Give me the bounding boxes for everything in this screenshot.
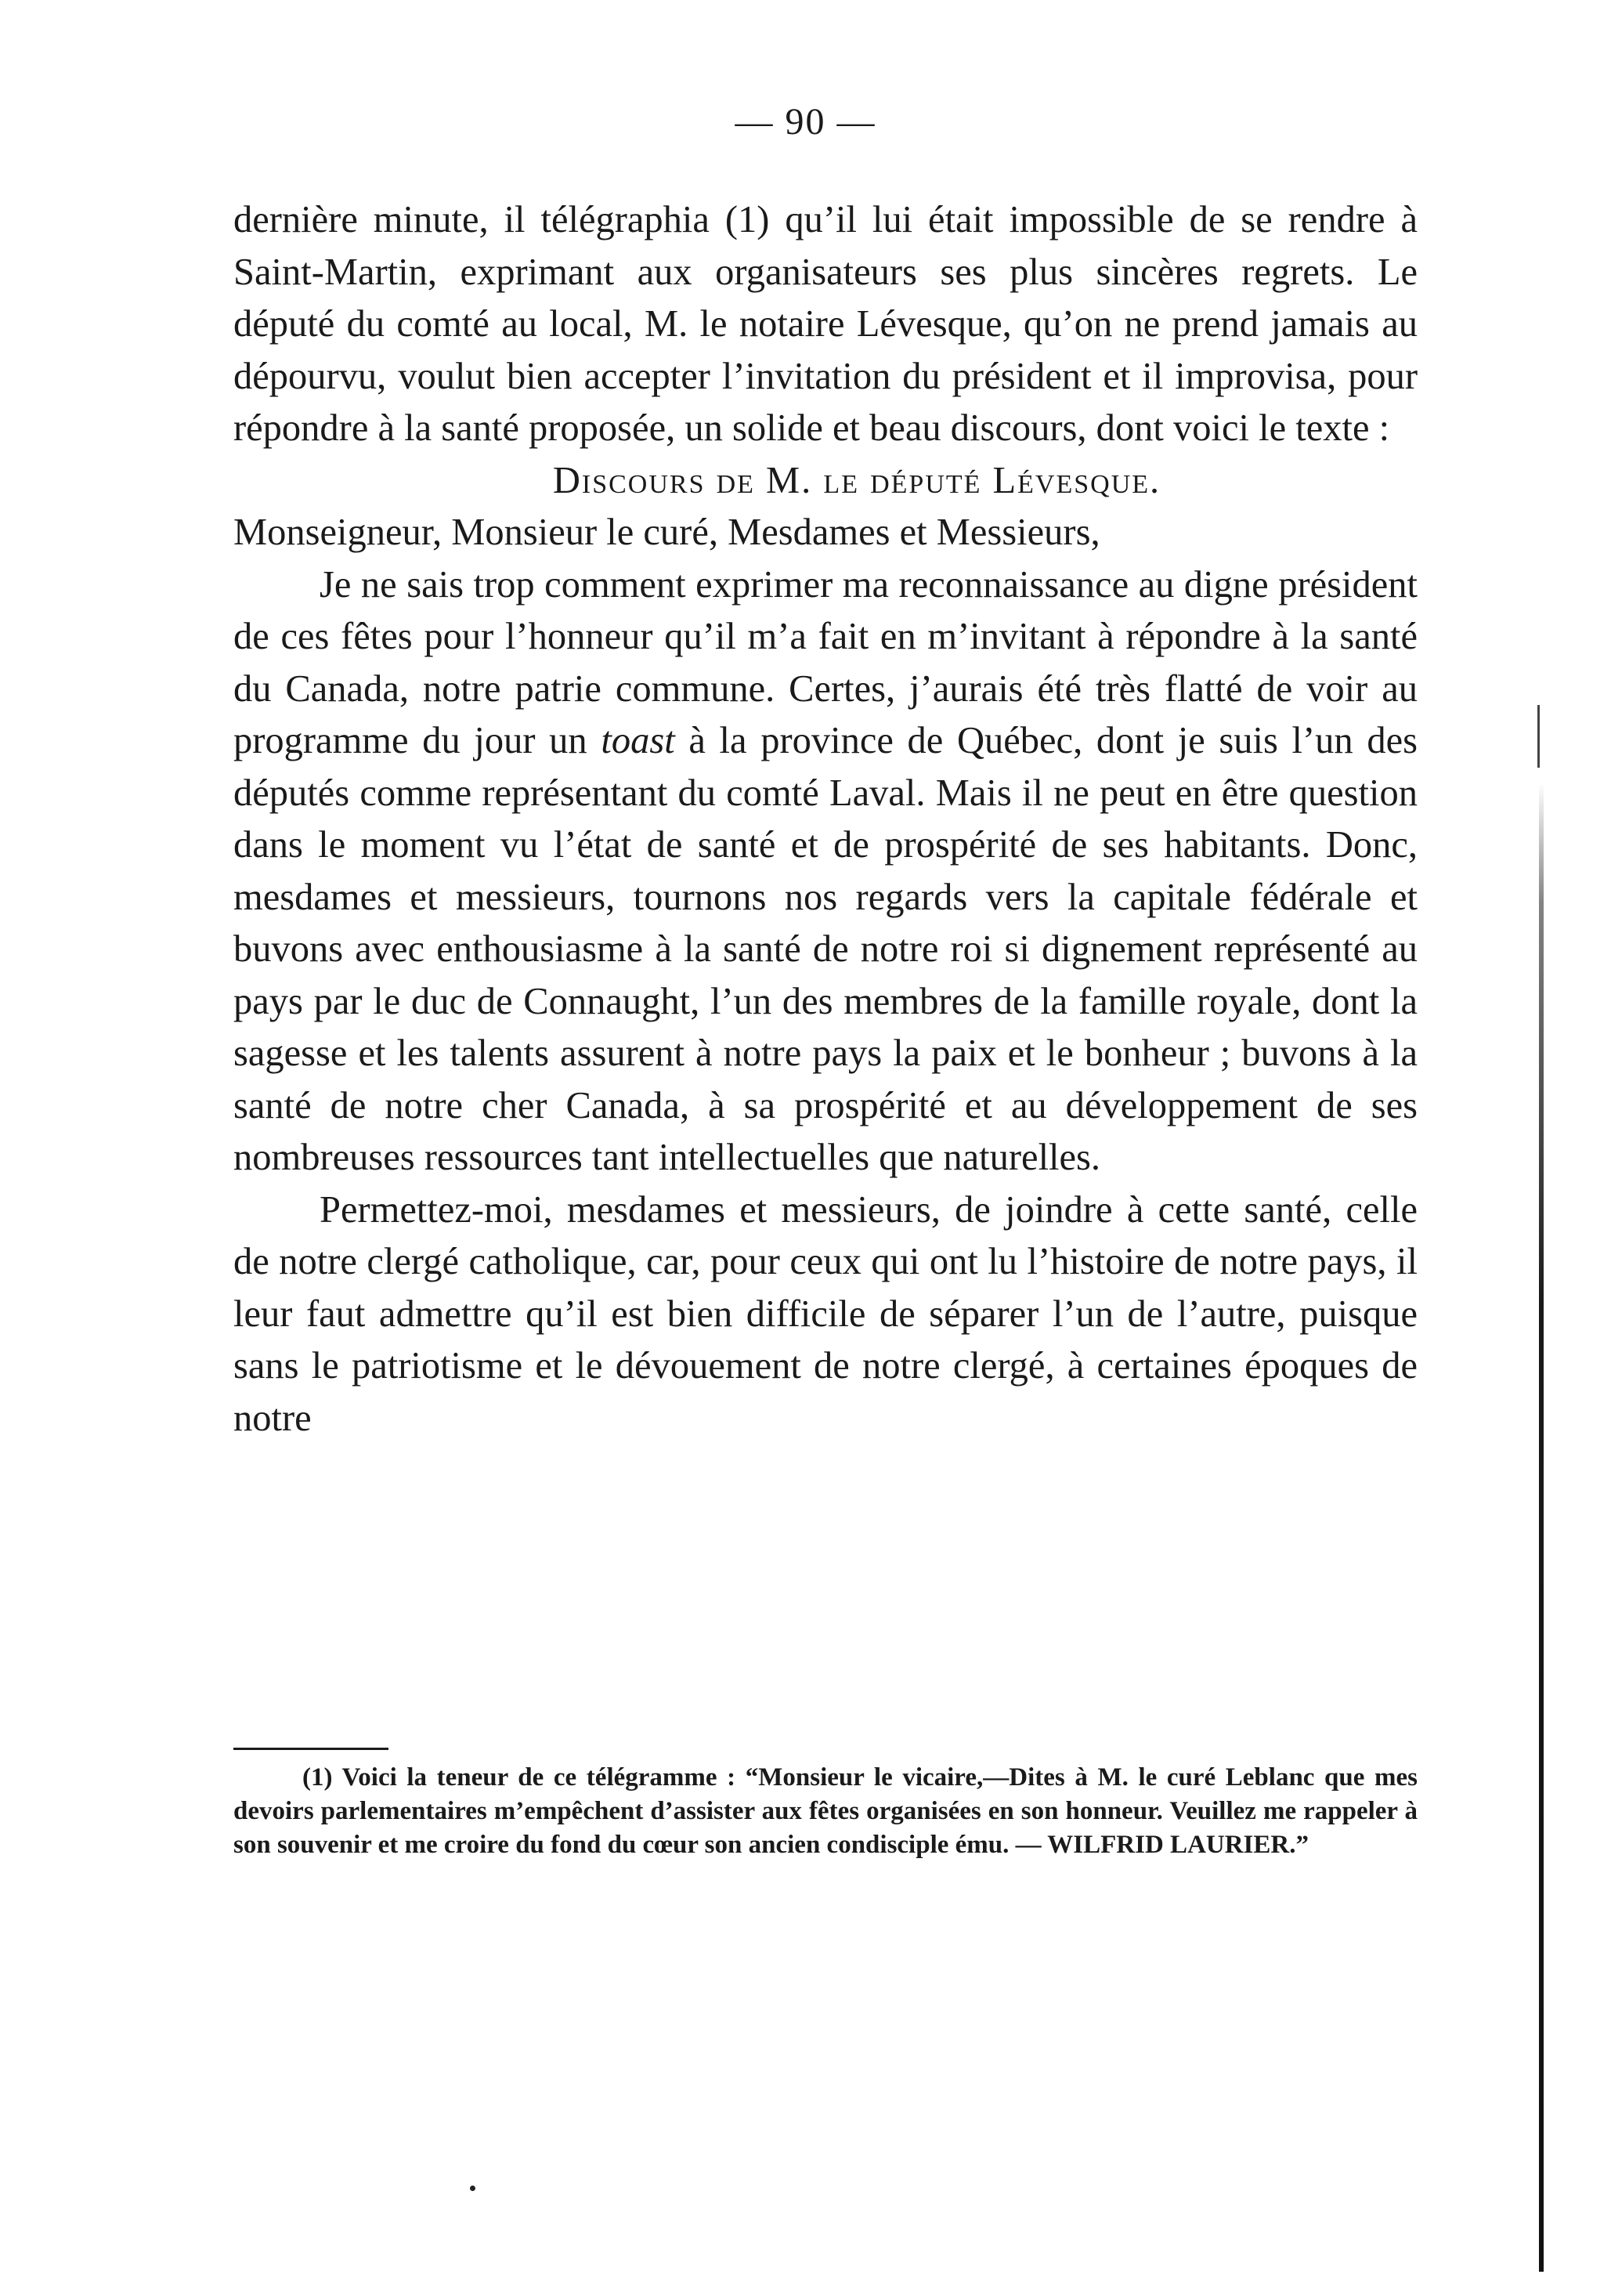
speech-salutation: Monseigneur, Monsieur le curé, Mesdames et Messieurs, — [233, 512, 1100, 553]
paragraph-speech-1 — [233, 559, 1418, 1184]
footnote-rule — [233, 1748, 388, 1750]
main-text — [233, 194, 1418, 1444]
paragraph-speech-1-part-b: à la province de Québec, dont je suis l’un des députés comme représentant du comté Laval. Mais il ne peut en être question dans le moment vu l’état de santé et de prospérité de ses habitants. Donc, mesdames et messieurs, tournons nos regards vers la capitale fédérale et buvons avec enthousiasme à la santé de notre roi si dignement représenté au pays par le duc de Connaught, l’un des membres de la famille royale, dont la sagesse et les talents assurent à notre pays la paix et le bonheur ; buvons à la santé de notre cher Canada, à sa prospérité et au développement de ses nombreuses ressources tant intellectuelles que naturelles. — [233, 720, 1418, 1178]
toast-word: toast — [601, 720, 675, 761]
speech-heading: Discours de M. le député Lévesque. — [552, 459, 1161, 501]
paragraph-intro: dernière minute, il télégraphia (1) qu’il lui était impossible de se rendre à Saint-Martin, exprimant aux organisateurs ses plus sincères regrets. Le député du comté au local, M. le notaire Lévesque, qu’on ne prend jamais au dépourvu, voulut bien accepter l’invitation du président et il improvisa, pour répondre à la santé proposée, un solide et beau discours, dont voici le texte : — [233, 199, 1418, 449]
paragraph-speech-2: Permettez-moi, mesdames et messieurs, de joindre à cette santé, celle de notre clergé catholique, car, pour ceux qui ont lu l’histoire de notre pays, il leur faut admettre qu’il est bien difficile de séparer l’un de l’autre, puisque sans le patriotisme et le dévouement de notre clergé, à certaines époques de notre — [233, 1188, 1418, 1439]
paragraph-speech-1-part-a: Je ne sais trop comment exprimer ma reconnaissance au digne président de ces fêtes pour l’honneur qu’il m’a fait en m’invitant à répondre à la santé du Canada, notre patrie commune. Certes, j’aurais été très flatté de voir au programme du jour un — [233, 563, 1418, 761]
footnote — [233, 1761, 1418, 1862]
footnote-marker: (1) — [302, 1763, 333, 1792]
footnote-text: Voici la teneur de ce télégramme : “Monsieur le vicaire,—Dites à M. le curé Leblanc que mes devoirs parlementaires m’empêchent d’assister aux fêtes organisées en son honneur. Veuillez me rappeler à son souvenir et me croire du fond du cœur son ancien condisciple ému. — WILFRID LAURIER.” — [233, 1763, 1418, 1859]
page-number: — 90 — — [735, 101, 876, 143]
page-edge-shadow — [1539, 783, 1544, 2272]
ink-speck — [470, 2186, 475, 2191]
page-edge-mark — [1537, 705, 1540, 768]
